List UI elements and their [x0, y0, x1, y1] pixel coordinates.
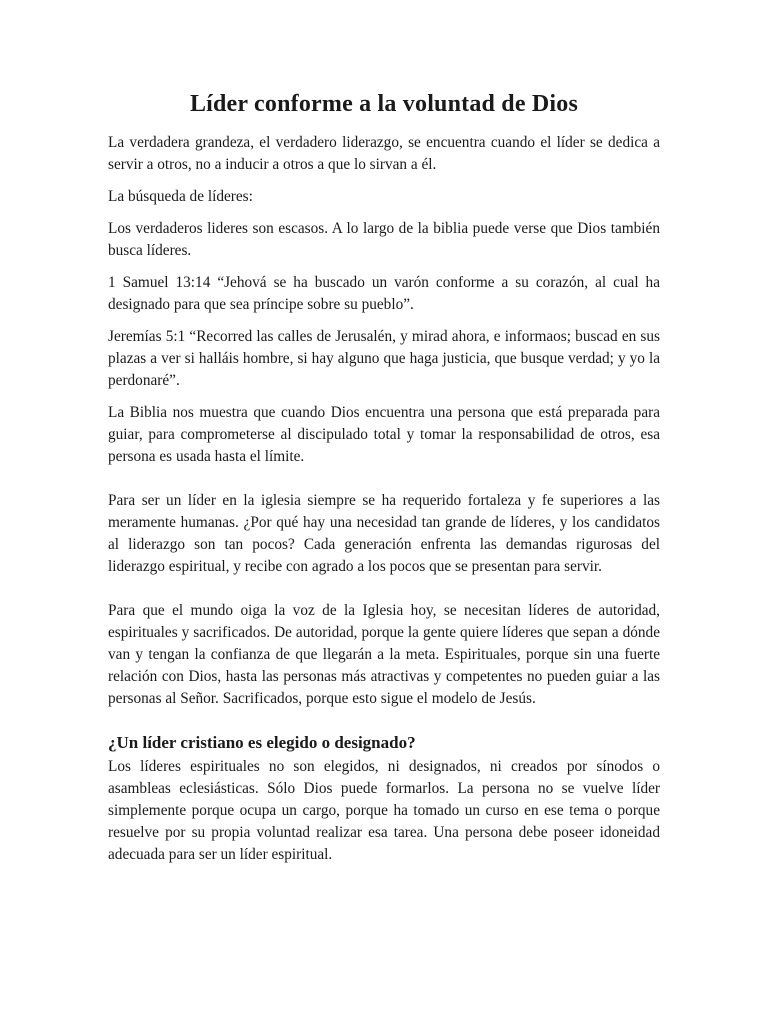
document-title: Líder conforme a la voluntad de Dios	[189, 91, 579, 117]
paragraph-scarce-leaders: Los verdaderos lideres son escasos. A lo largo de la biblia puede verse que Dios también busca líderes.	[108, 220, 660, 259]
paragraph-closing: Los líderes espirituales no son elegidos, ni designados, ni creados por sínodos o asambleas eclesiásticas. Sólo Dios puede formarlos. La persona no se vuelve líder simplemente porque ocupa un cargo, porque ha tomado un curso en ese tema o porque resuelve por su propia voluntad realizar esa tarea. Una persona debe poseer idoneidad adecuada para ser un líder espiritual.	[108, 758, 660, 863]
paragraph-church-leader: Para ser un líder en la iglesia siempre se ha requerido fortaleza y fe superiores a las meramente humanas. ¿Por qué hay una necesidad tan grande de líderes, y los candidatos al liderazgo son tan pocos? Cada generación enfrenta las demandas rigurosas del liderazgo espiritual, y recibe con agrado a los pocos que se presentan para servir.	[108, 492, 660, 575]
paragraph-world-voice: Para que el mundo oiga la voz de la Iglesia hoy, se necesitan líderes de autoridad, espirituales y sacrificados. De autoridad, porque la gente quiere líderes que sepan a dónde van y tengan la confianza de que llegarán a la meta. Espirituales, porque sin una fuerte relación con Dios, hasta las personas más atractivas y competentes no pueden guiar a las personas al Señor. Sacrificados, porque esto sigue el modelo de Jesús.	[108, 602, 660, 707]
paragraph-intro: La verdadera grandeza, el verdadero liderazgo, se encuentra cuando el líder se dedica a servir a otros, no a inducir a otros a que lo sirvan a él.	[108, 134, 660, 173]
paragraph-search-heading: La búsqueda de líderes:	[108, 188, 253, 205]
paragraph-samuel-quote: 1 Samuel 13:14 “Jehová se ha buscado un varón conforme a su corazón, al cual ha designado para que sea príncipe sobre su pueblo”.	[108, 274, 660, 313]
document-page	[108, 86, 660, 866]
paragraph-bible-shows: La Biblia nos muestra que cuando Dios encuentra una persona que está preparada para guiar, para comprometerse al discipulado total y tomar la responsabilidad de otros, esa persona es usada hasta el límite.	[108, 404, 660, 465]
section-subtitle: ¿Un líder cristiano es elegido o designado?	[108, 733, 416, 752]
paragraph-jeremias-quote: Jeremías 5:1 “Recorred las calles de Jerusalén, y mirad ahora, e informaos; buscad en sus plazas a ver si halláis hombre, si hay alguno que haga justicia, que busque verdad; y yo la perdonaré”.	[108, 328, 660, 389]
